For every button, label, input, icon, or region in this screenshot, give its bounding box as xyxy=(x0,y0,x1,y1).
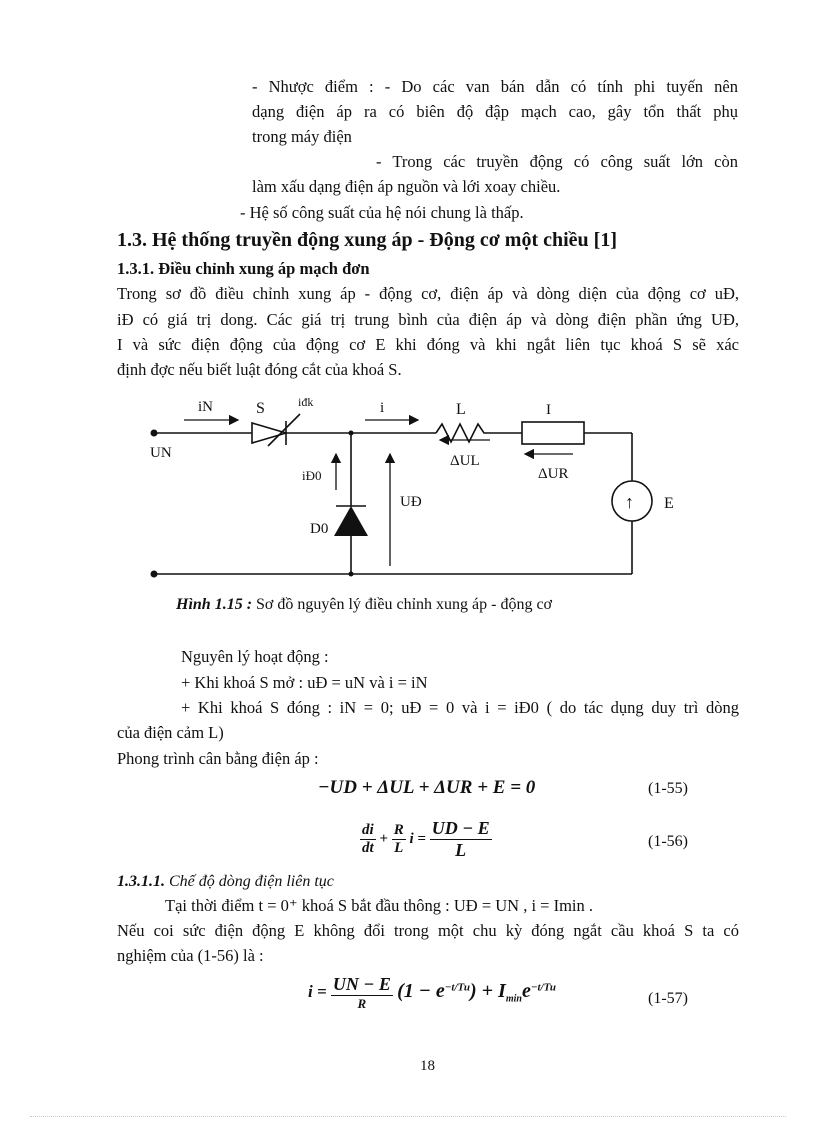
eq57-i: i = xyxy=(308,981,327,1001)
equation-number-1-57: (1-57) xyxy=(648,990,688,1007)
label-R: I xyxy=(546,402,551,418)
label-D0: D0 xyxy=(310,521,329,537)
label-L: L xyxy=(456,401,466,418)
eq57-den: R xyxy=(357,996,367,1011)
continuous-line-3: nghiệm của (1-56) là : xyxy=(117,946,264,965)
equation-number-1-55: (1-55) xyxy=(648,780,688,797)
sub-subsection-number: 1.3.1.1. xyxy=(117,873,165,890)
figure-caption xyxy=(176,596,552,614)
source-arrow-icon: ↑ xyxy=(625,492,634,512)
continuous-line-1: Tại thời điểm t = 0⁺ khoá S bắt đầu thông : UĐ = UN , i = Imin . xyxy=(165,896,594,915)
continuous-line-2: Nếu coi sức điện động E không đổi trong một chu kỳ đóng ngắt cầu khoá S ta có xyxy=(117,921,739,940)
cons-line-4: - Trong các truyền động có công suất lớn còn xyxy=(376,152,738,171)
cons-line-5: làm xấu dạng điện áp nguồn và lới xoay chiều. xyxy=(252,177,561,196)
label-UD: UĐ xyxy=(400,494,422,510)
cons-line-6: - Hệ số công suất của hệ nói chung là thấp. xyxy=(240,203,524,222)
section-heading: 1.3. Hệ thống truyền động xung áp - Động cơ một chiều [1] xyxy=(117,229,617,251)
circuit-diagram xyxy=(140,390,674,590)
figure-label: Hình 1.15 : xyxy=(176,596,253,613)
label-dUR: ΔUR xyxy=(538,466,569,482)
equation-1-56 xyxy=(360,818,492,861)
eq57-e: e xyxy=(521,979,531,1002)
label-dUL: ΔUL xyxy=(450,453,480,469)
subsection-heading: 1.3.1. Điều chỉnh xung áp mạch đơn xyxy=(117,259,370,278)
label-idk: iđk xyxy=(298,395,314,409)
operation-line-5: Phong trình cân bằng điện áp : xyxy=(117,749,319,768)
eq56-num: UD − E xyxy=(431,818,490,838)
eq56-L: L xyxy=(394,840,404,856)
equation-1-57 xyxy=(308,974,556,1012)
eq56-di: di xyxy=(362,822,374,838)
intro-line-4: định đợc nếu biết luật đóng cắt của khoá S. xyxy=(117,360,402,379)
intro-line-3: I và sức điện động của động cơ E khi đóng và khi ngắt liên tục khoá S sẽ xác xyxy=(117,335,739,354)
equation-number-1-56: (1-56) xyxy=(648,833,688,850)
intro-line-2: iĐ có giá trị dong. Các giá trị trung bình của điện áp và dòng điện phần ứng UĐ, xyxy=(117,310,739,329)
eq56-dt: dt xyxy=(362,840,374,856)
label-S: S xyxy=(256,400,265,417)
label-iN: iN xyxy=(198,399,213,415)
eq57-min: min xyxy=(505,993,522,1005)
figure-text: Sơ đồ nguyên lý điều chỉnh xung áp - động cơ xyxy=(252,596,553,613)
eq57-mid: (1 − e xyxy=(397,979,445,1002)
operation-line-2: + Khi khoá S mở : uĐ = uN và i = iN xyxy=(181,673,428,692)
label-iD0: iĐ0 xyxy=(302,468,322,483)
label-i: i xyxy=(380,400,385,416)
eq56-i: i = xyxy=(409,830,426,847)
sub-subsection-heading xyxy=(117,871,334,893)
label-E: E xyxy=(664,495,674,512)
equation-1-55: −UD + ΔUL + ΔUR + E = 0 xyxy=(318,777,536,798)
sub-subsection-title: Chế độ dòng điện liên tục xyxy=(165,873,334,890)
eq57-exp: −t/Tu xyxy=(444,981,470,994)
cons-line-2: dạng điện áp ra có biên độ đập mạch cao, gây tổn thất phụ xyxy=(252,102,738,121)
operation-line-4: của điện cảm L) xyxy=(117,723,224,742)
eq57-close: ) + I xyxy=(469,979,506,1002)
eq56-den: L xyxy=(455,840,467,860)
eq56-R: R xyxy=(393,822,404,838)
cons-line-1: - Nhược điểm : - Do các van bán dẫn có tính phi tuyến nên xyxy=(252,77,738,96)
page-number: 18 xyxy=(420,1058,435,1074)
operation-line-3: + Khi khoá S đóng : iN = 0; uĐ = 0 và i = iĐ0 ( do tác dụng duy trì dòng xyxy=(181,698,739,717)
eq56-plus: + xyxy=(379,830,388,847)
operation-line-1: Nguyên lý hoạt động : xyxy=(181,647,329,666)
label-UN: UN xyxy=(150,445,172,461)
page-bottom-divider xyxy=(30,1116,786,1117)
cons-line-3: trong máy điện xyxy=(252,127,352,146)
eq57-num: UN − E xyxy=(332,974,391,994)
eq57-exp2: −t/Tu xyxy=(530,981,557,994)
intro-line-1: Trong sơ đồ điều chỉnh xung áp - động cơ, điện áp và dòng diện của động cơ uĐ, xyxy=(117,284,739,303)
